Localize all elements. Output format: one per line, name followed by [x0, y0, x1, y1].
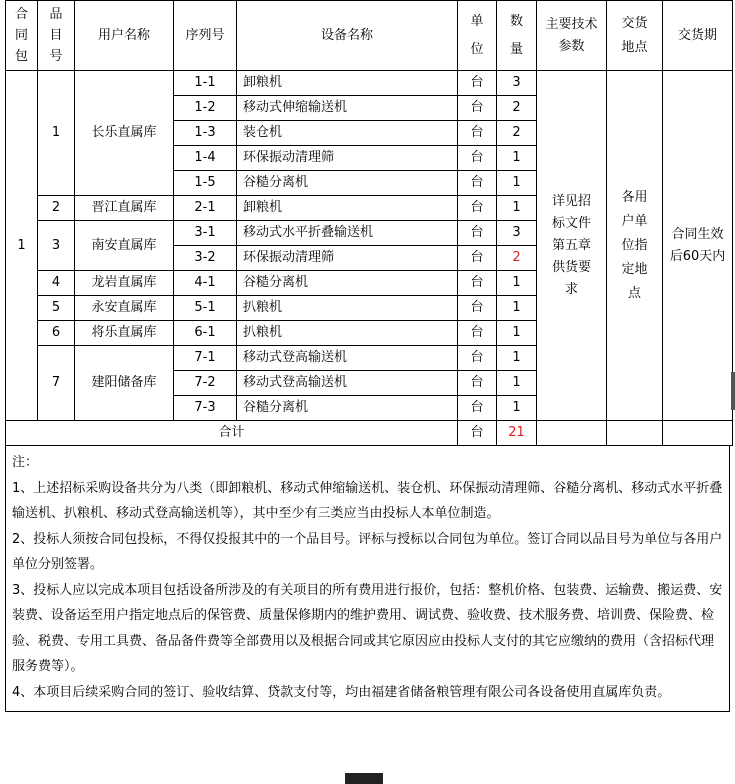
item-no: 3 [38, 221, 75, 271]
unit: 台 [458, 196, 497, 221]
note-1: 1、上述招标采购设备共分为八类（即卸粮机、移动式伸缩输送机、装仓机、环保振动清理筛、谷糙分离机、移动式水平折叠输送机、扒粮机、移动式登高输送机等），其中至少有三类应当由投标人本单位制造。 [12, 480, 723, 521]
qty: 1 [497, 371, 537, 396]
unit: 台 [458, 121, 497, 146]
procurement-table [5, 0, 733, 446]
serial: 7-1 [174, 346, 237, 371]
qty: 1 [497, 321, 537, 346]
user-name: 晋江直属库 [75, 196, 174, 221]
document [5, 0, 732, 712]
serial: 7-3 [174, 396, 237, 421]
serial: 1-1 [174, 71, 237, 96]
place-cell: 各用户单位指定地点 [607, 71, 663, 421]
header-period: 交货期 [663, 1, 733, 71]
unit: 台 [458, 296, 497, 321]
device-name: 扒粮机 [237, 321, 458, 346]
scroll-handle[interactable] [345, 773, 383, 784]
qty: 1 [497, 146, 537, 171]
notes-title: 注： [12, 455, 39, 470]
qty: 1 [497, 396, 537, 421]
serial: 1-3 [174, 121, 237, 146]
unit: 台 [458, 346, 497, 371]
header-place: 交货地点 [607, 1, 663, 71]
device-name: 装仓机 [237, 121, 458, 146]
device-name: 移动式伸缩输送机 [237, 96, 458, 121]
spec-cell: 详见招标文件第五章供货要求 [537, 71, 607, 421]
unit: 台 [458, 221, 497, 246]
user-name: 建阳储备库 [75, 346, 174, 421]
total-empty-place [607, 421, 663, 446]
unit: 台 [458, 396, 497, 421]
header-device: 设备名称 [237, 1, 458, 71]
period-cell: 合同生效后60天内 [663, 71, 733, 421]
serial: 3-1 [174, 221, 237, 246]
device-name: 扒粮机 [237, 296, 458, 321]
device-name: 移动式登高输送机 [237, 346, 458, 371]
note-3: 3、投标人应以完成本项目包括设备所涉及的有关项目的所有费用进行报价，包括：整机价格、包装费、运输费、搬运费、安装费、设备运至用户指定地点后的保管费、质量保修期内的维护费用、调试费、验收费、技术服务费、培训费、保险费、检验、税费、专用工具费、备品备件费等全部费用以及根据合同或其它原因应由投标人支付的其它应缴纳的费用（含招标代理服务费等）。 [12, 582, 723, 674]
header-contract: 合同包 [6, 1, 38, 71]
qty: 3 [497, 71, 537, 96]
user-name: 永安直属库 [75, 296, 174, 321]
header-item: 品目号 [38, 1, 75, 71]
qty: 3 [497, 221, 537, 246]
header-unit: 单位 [458, 1, 497, 71]
total-empty-period [663, 421, 733, 446]
unit: 台 [458, 71, 497, 96]
qty: 2 [497, 121, 537, 146]
qty: 1 [497, 296, 537, 321]
qty: 1 [497, 346, 537, 371]
unit: 台 [458, 321, 497, 346]
total-label: 合计 [6, 421, 458, 446]
serial: 5-1 [174, 296, 237, 321]
device-name: 卸粮机 [237, 71, 458, 96]
header-serial: 序列号 [174, 1, 237, 71]
total-qty: 21 [497, 421, 537, 446]
user-name: 长乐直属库 [75, 71, 174, 196]
unit: 台 [458, 96, 497, 121]
serial: 4-1 [174, 271, 237, 296]
unit: 台 [458, 271, 497, 296]
header-row [6, 1, 733, 71]
note-2: 2、投标人须按合同包投标，不得仅投报其中的一个品目号。评标与授标以合同包为单位。签订合同以品目号为单位与各用户单位分别签署。 [12, 531, 723, 572]
table-row [6, 71, 733, 96]
header-user: 用户名称 [75, 1, 174, 71]
unit: 台 [458, 246, 497, 271]
total-row [6, 421, 733, 446]
item-no: 2 [38, 196, 75, 221]
serial: 2-1 [174, 196, 237, 221]
notes-section [5, 446, 730, 712]
device-name: 移动式登高输送机 [237, 371, 458, 396]
serial: 1-2 [174, 96, 237, 121]
unit: 台 [458, 171, 497, 196]
total-unit: 台 [458, 421, 497, 446]
device-name: 环保振动清理筛 [237, 246, 458, 271]
serial: 6-1 [174, 321, 237, 346]
qty: 1 [497, 171, 537, 196]
item-no: 7 [38, 346, 75, 421]
device-name: 卸粮机 [237, 196, 458, 221]
serial: 1-5 [174, 171, 237, 196]
header-qty: 数量 [497, 1, 537, 71]
unit: 台 [458, 371, 497, 396]
serial: 1-4 [174, 146, 237, 171]
contract-no: 1 [6, 71, 38, 421]
user-name: 龙岩直属库 [75, 271, 174, 296]
item-no: 1 [38, 71, 75, 196]
device-name: 环保振动清理筛 [237, 146, 458, 171]
qty: 2 [497, 96, 537, 121]
device-name: 谷糙分离机 [237, 171, 458, 196]
unit: 台 [458, 146, 497, 171]
item-no: 4 [38, 271, 75, 296]
item-no: 6 [38, 321, 75, 346]
serial: 7-2 [174, 371, 237, 396]
device-name: 谷糙分离机 [237, 396, 458, 421]
user-name: 将乐直属库 [75, 321, 174, 346]
note-4: 4、本项目后续采购合同的签订、验收结算、贷款支付等，均由福建省储备粮管理有限公司各设备使用直属库负责。 [12, 684, 671, 700]
qty: 1 [497, 196, 537, 221]
user-name: 南安直属库 [75, 221, 174, 271]
item-no: 5 [38, 296, 75, 321]
qty: 2 [497, 246, 537, 271]
qty: 1 [497, 271, 537, 296]
scrollbar-thumb[interactable] [731, 372, 735, 410]
total-empty-spec [537, 421, 607, 446]
serial: 3-2 [174, 246, 237, 271]
device-name: 移动式水平折叠输送机 [237, 221, 458, 246]
header-spec: 主要技术参数 [537, 1, 607, 71]
device-name: 谷糙分离机 [237, 271, 458, 296]
